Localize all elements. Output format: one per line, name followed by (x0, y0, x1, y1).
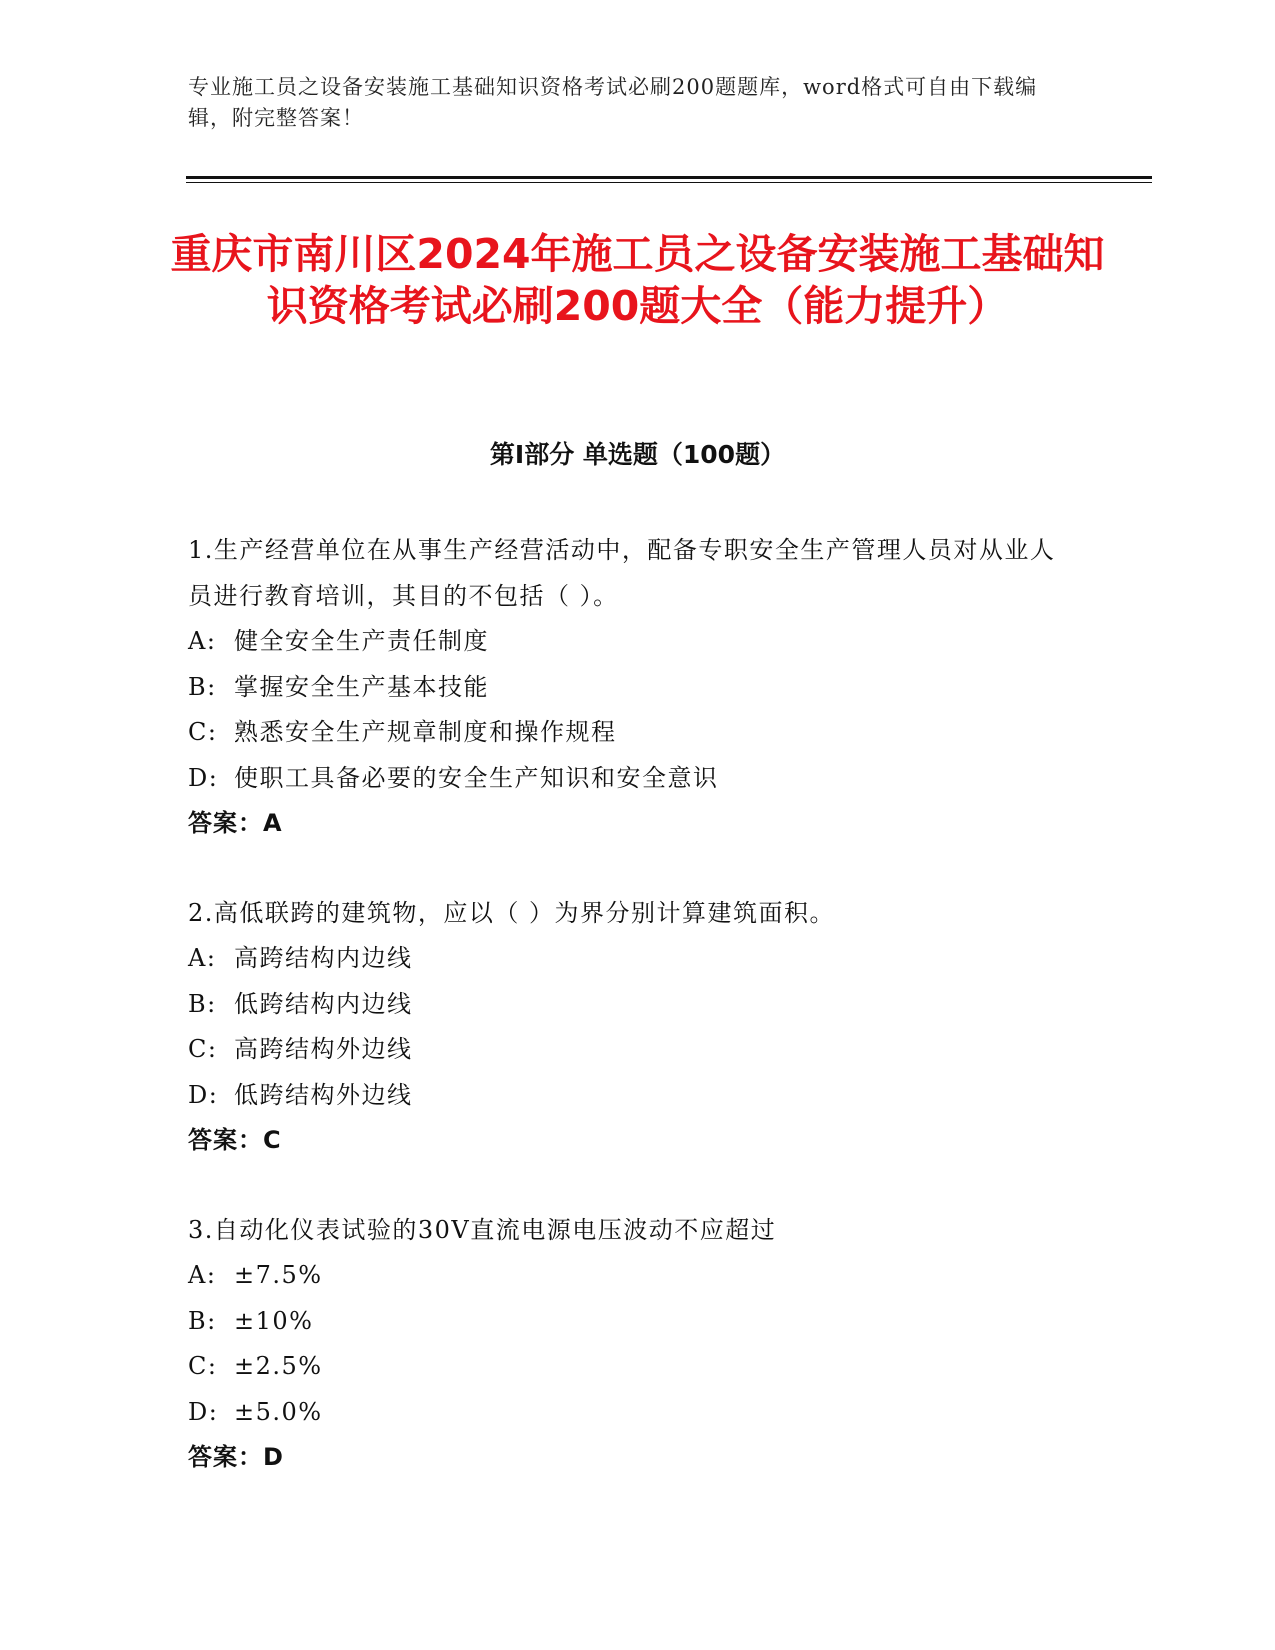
answer-line: 答案：D (188, 1443, 284, 1471)
option-key: D: (188, 1397, 219, 1426)
option-key: A: (188, 944, 217, 972)
option-key: D: (188, 763, 219, 792)
option-d (188, 1073, 1068, 1119)
option-d (188, 756, 1068, 802)
header-note: 专业施工员之设备安装施工基础知识资格考试必刷200题题库，word格式可自由下载编辑，附完整答案！ (188, 75, 1038, 130)
option-b (188, 1299, 1068, 1345)
option-key: B: (188, 672, 217, 701)
option-a (188, 619, 1068, 665)
question-stem: 1.生产经营单位在从事生产经营活动中，配备专职安全生产管理人员对从业人员进行教育培训，其目的不包括（ ）。 (188, 536, 1056, 610)
question-stem: 2.高低联跨的建筑物，应以（ ）为界分别计算建筑面积。 (188, 898, 836, 927)
option-key: C: (188, 1352, 218, 1380)
option-c (188, 1344, 1068, 1390)
question-1 (188, 528, 1068, 847)
header-rule-thin (186, 182, 1152, 183)
option-text: ±5.0% (234, 1397, 323, 1426)
option-text: 熟悉安全生产规章制度和操作规程 (234, 718, 617, 746)
answer-line: 答案：C (188, 1126, 282, 1154)
option-b (188, 665, 1068, 711)
document-title: 重庆市南川区2024年施工员之设备安装施工基础知识资格考试必刷200题大全（能力提升） (170, 230, 1105, 330)
question-stem: 3.自动化仪表试验的30V直流电源电压波动不应超过 (188, 1215, 777, 1244)
option-key: A: (188, 1261, 217, 1289)
option-c (188, 710, 1068, 756)
option-text: ±7.5% (234, 1261, 323, 1289)
option-d (188, 1390, 1068, 1436)
section-title: 第Ⅰ部分 单选题（100题） (489, 440, 786, 469)
option-key: C: (188, 1035, 218, 1063)
answer-line: 答案：A (188, 809, 283, 837)
option-key: B: (188, 1306, 217, 1335)
option-key: D: (188, 1080, 219, 1109)
option-text: 健全安全生产责任制度 (234, 627, 489, 655)
option-text: 使职工具备必要的安全生产知识和安全意识 (234, 763, 719, 792)
option-text: 低跨结构外边线 (234, 1080, 413, 1109)
question-2 (188, 891, 1068, 1164)
option-c (188, 1027, 1068, 1073)
option-text: 低跨结构内边线 (234, 989, 413, 1018)
option-a (188, 1253, 1068, 1299)
option-key: A: (188, 627, 217, 655)
option-text: 高跨结构外边线 (234, 1035, 413, 1063)
option-a (188, 936, 1068, 982)
question-list (188, 528, 1068, 1525)
option-text: 掌握安全生产基本技能 (234, 672, 489, 701)
question-3 (188, 1208, 1068, 1481)
option-text: ±2.5% (234, 1352, 323, 1380)
option-key: B: (188, 989, 217, 1018)
option-key: C: (188, 718, 218, 746)
option-text: ±10% (234, 1306, 314, 1335)
option-text: 高跨结构内边线 (234, 944, 413, 972)
option-b (188, 982, 1068, 1028)
header-rule-thick (186, 176, 1152, 179)
